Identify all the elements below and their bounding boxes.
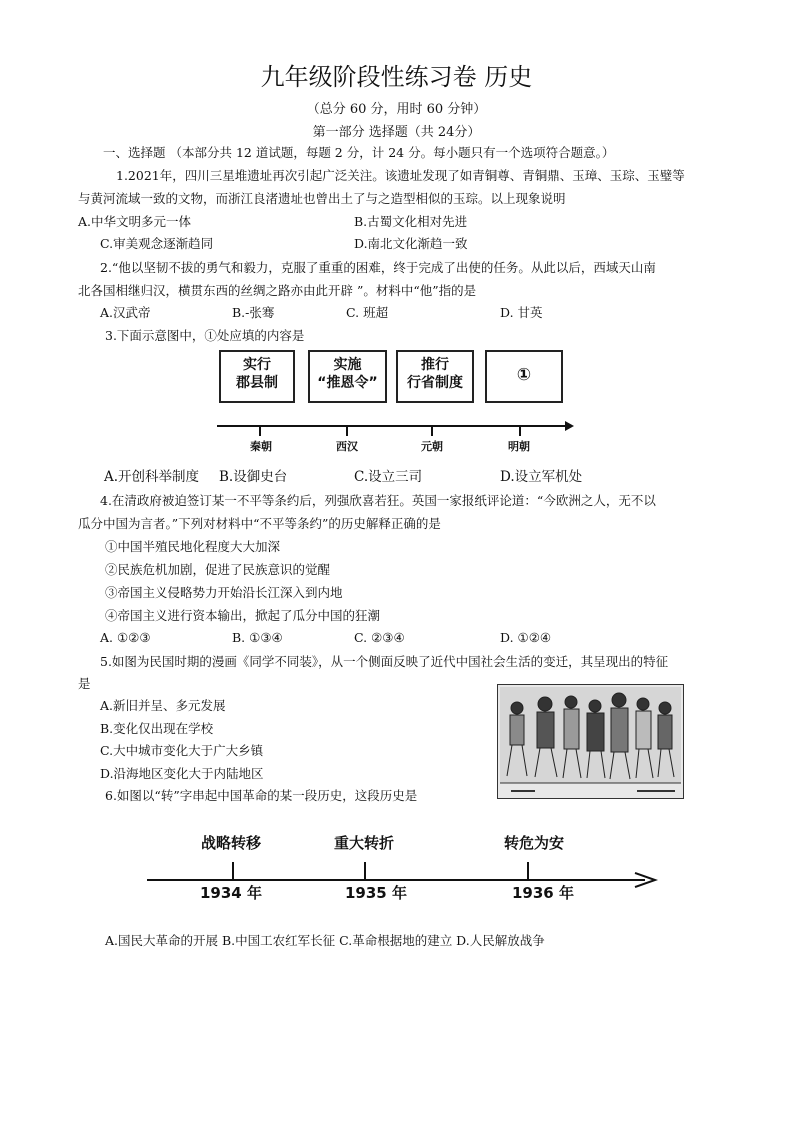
part-heading: 第一部分 选择题（共 24分） xyxy=(312,125,481,140)
q4-line2: 瓜分中国为言者。”下列对材料中“不平等条约”的历史解释正确的是 xyxy=(78,516,441,531)
box-4-marker: ① xyxy=(516,365,532,385)
diagram-box-2 xyxy=(308,350,387,403)
box-3-line2: 行省制度 xyxy=(407,375,463,391)
year-1936: 1936 年 xyxy=(512,884,574,902)
timeline-axis xyxy=(215,416,575,436)
q5-line2: 是 xyxy=(78,676,91,691)
year-1935: 1935 年 xyxy=(345,884,407,902)
q1-option-d: D.南北文化渐趋一致 xyxy=(354,236,468,251)
box-2-line2: “推恩令” xyxy=(317,375,378,391)
era-yuan: 元朝 xyxy=(421,440,443,453)
q4-option-c: C. ②③④ xyxy=(354,630,405,645)
page-title: 九年级阶段性练习卷 历史 xyxy=(260,63,533,91)
q6-options: A.国民大革命的开展 B.中国工农红军长征 C.革命根据地的建立 D.人民解放战争 xyxy=(105,933,545,948)
label-major-turn: 重大转折 xyxy=(334,834,395,852)
q2-option-a: A.汉武帝 xyxy=(100,305,151,320)
label-strategic-shift: 战略转移 xyxy=(201,834,262,852)
era-qin: 秦朝 xyxy=(250,440,272,453)
q3-option-b: B.设御史台 xyxy=(219,469,288,485)
label-danger-to-safety: 转危为安 xyxy=(504,834,565,852)
diagram-box-4 xyxy=(485,350,563,403)
diagram-box-3 xyxy=(396,350,474,403)
q5-option-b: B.变化仅出现在学校 xyxy=(100,721,214,736)
q2-line1: 2.“他以坚韧不拔的勇气和毅力，克服了重重的困难，终于完成了出使的任务。从此以后，西域天山南 xyxy=(100,260,656,275)
q4-line1: 4.在清政府被迫签订某一不平等条约后，列强欣喜若狂。英国一家报纸评论道：“今欧洲之人，无不以 xyxy=(100,493,656,508)
q1-option-b: B.古蜀文化相对先进 xyxy=(354,214,468,229)
q6-stem: 6.如图以“转”字串起中国革命的某一段历史，这段历史是 xyxy=(105,788,418,803)
q3-option-c: C.设立三司 xyxy=(354,469,423,485)
q2-option-b: B.-张骞 xyxy=(232,305,275,320)
q4-statement-1: ①中国半殖民地化程度大大加深 xyxy=(105,539,281,554)
q5-option-a: A.新旧并呈、多元发展 xyxy=(100,698,226,713)
q3-stem: 3.下面示意图中，①处应填的内容是 xyxy=(105,328,305,343)
box-2-line1: 实施 xyxy=(333,357,362,373)
q3-option-d: D.设立军机处 xyxy=(500,469,583,485)
box-1-line2: 郡县制 xyxy=(236,375,278,391)
q4-option-d: D. ①②④ xyxy=(500,630,552,645)
q2-option-d: D. 甘英 xyxy=(500,305,543,320)
exam-meta: （总分 60 分，用时 60 分钟） xyxy=(306,102,487,117)
box-1-line1: 实行 xyxy=(243,357,271,373)
q1-line1: 1.2021年，四川三星堆遗址再次引起广泛关注。该遗址发现了如青铜尊、青铜鼎、玉璋、玉琮、玉璧等 xyxy=(116,168,685,183)
q1-option-c: C.审美观念逐渐趋同 xyxy=(100,236,214,251)
box-3-line1: 推行 xyxy=(421,357,449,373)
cartoon-image xyxy=(497,684,684,799)
q4-statement-3: ③帝国主义侵略势力开始沿长江深入到内地 xyxy=(105,585,343,600)
q5-option-c: C.大中城市变化大于广大乡镇 xyxy=(100,743,264,758)
q1-option-a: A.中华文明多元一体 xyxy=(78,214,192,229)
q5-line1: 5.如图为民国时期的漫画《同学不同装》，从一个侧面反映了近代中国社会生活的变迁，其呈现出的特征 xyxy=(100,654,669,669)
era-ming: 明朝 xyxy=(508,440,530,453)
q2-option-c: C. 班超 xyxy=(346,305,389,320)
q4-option-b: B. ①③④ xyxy=(232,630,283,645)
q5-option-d: D.沿海地区变化大于内陆地区 xyxy=(100,766,264,781)
section-intro: 一、选择题 （本部分共 12 道试题，每题 2 分，计 24 分。每小题只有一个选项符合题意。） xyxy=(103,145,615,160)
q4-statement-4: ④帝国主义进行资本输出，掀起了瓜分中国的狂潮 xyxy=(105,608,381,623)
q2-line2: 北各国相继归汉，横贯东西的丝绸之路亦由此开辟 ”。材料中“他”指的是 xyxy=(78,283,477,298)
q4-statement-2: ②民族危机加剧，促进了民族意识的觉醒 xyxy=(105,562,331,577)
q4-option-a: A. ①②③ xyxy=(100,630,151,645)
q3-option-a: A.开创科举制度 xyxy=(104,469,200,485)
q1-line2: 与黄河流域一致的文物，而浙江良渚遗址也曾出土了与之造型相似的玉琮。以上现象说明 xyxy=(78,191,566,206)
year-1934: 1934 年 xyxy=(200,884,262,902)
era-western-han: 西汉 xyxy=(336,440,358,453)
diagram-box-1 xyxy=(219,350,295,403)
